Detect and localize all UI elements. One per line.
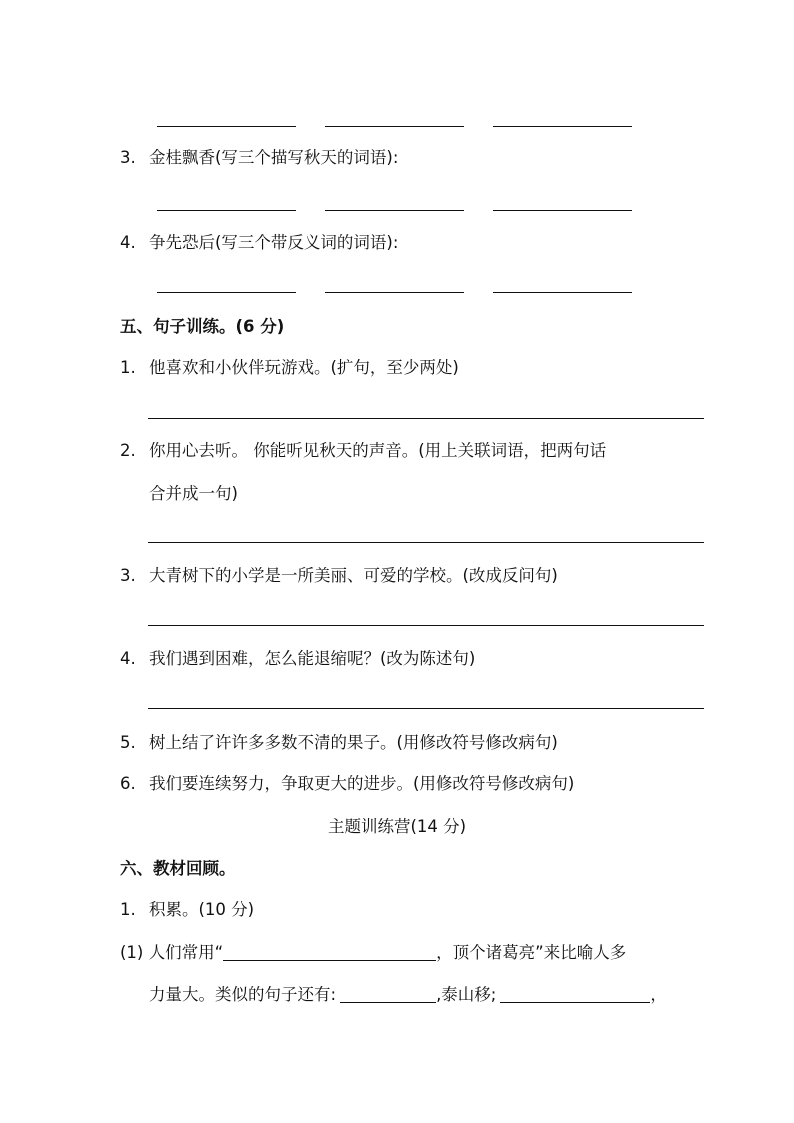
question-4 — [120, 231, 398, 255]
answer-blank[interactable] — [340, 982, 436, 1003]
question-text: 金桂飘香(写三个描写秋天的词语): — [149, 148, 399, 167]
sentence-1 — [120, 356, 459, 380]
answer-blank[interactable] — [157, 292, 296, 293]
answer-blank[interactable] — [157, 126, 296, 127]
question-text: 你用心去听。 你能听见秋天的声音。(用上关联词语，把两句话 — [149, 441, 607, 460]
question-number: 1. — [120, 358, 136, 377]
answer-blank[interactable] — [493, 292, 632, 293]
answer-line[interactable] — [148, 418, 704, 419]
answer-blank[interactable] — [223, 940, 436, 961]
fill-in-text: ,泰山移; — [436, 985, 497, 1004]
question-3 — [120, 146, 398, 170]
section-5-title: 五、句子训练。(6 分) — [120, 317, 285, 336]
sentence-3 — [120, 564, 558, 588]
question-text: 我们要连续努力，争取更大的进步。(用修改符号修改病句) — [149, 774, 575, 793]
answer-blank[interactable] — [157, 210, 296, 211]
answer-blank[interactable] — [325, 210, 464, 211]
fill-in-prefix: (1) 人们常用“ — [120, 943, 224, 962]
sentence-4 — [120, 647, 475, 671]
sentence-5 — [120, 731, 558, 755]
question-number: 3. — [120, 148, 136, 167]
fill-in-line-1 — [120, 940, 626, 965]
answer-blank[interactable] — [493, 126, 632, 127]
question-text: 积累。(10 分) — [149, 900, 255, 919]
question-number: 4. — [120, 649, 136, 668]
question-number: 4. — [120, 233, 136, 252]
answer-blank[interactable] — [325, 126, 464, 127]
question-number: 5. — [120, 733, 136, 752]
question-number: 3. — [120, 566, 136, 585]
sentence-6 — [120, 772, 574, 796]
section-6-title: 六、教材回顾。 — [120, 859, 236, 878]
answer-blank[interactable] — [493, 210, 632, 211]
question-number: 6. — [120, 774, 136, 793]
answer-line[interactable] — [148, 708, 704, 709]
answer-line[interactable] — [148, 542, 704, 543]
question-text: 树上结了许许多多数不清的果子。(用修改符号修改病句) — [149, 733, 558, 752]
question-number: 1. — [120, 900, 136, 919]
camp-title: 主题训练营(14 分) — [327, 817, 467, 836]
question-text-continued: 合并成一句) — [149, 484, 238, 503]
question-text: 他喜欢和小伙伴玩游戏。(扩句，至少两处) — [149, 358, 459, 377]
answer-blank[interactable] — [500, 982, 650, 1003]
question-text: 大青树下的小学是一所美丽、可爱的学校。(改成反问句) — [149, 566, 558, 585]
fill-in-text: 力量大。类似的句子还有: — [149, 985, 337, 1004]
answer-blank[interactable] — [325, 292, 464, 293]
fill-in-line-2 — [149, 982, 667, 1007]
question-number: 2. — [120, 441, 136, 460]
question-text: 争先恐后(写三个带反义词的词语): — [149, 233, 399, 252]
fill-in-mid: ，顶个诸葛亮”来比喻人多 — [436, 943, 627, 962]
fill-in-text: ， — [650, 985, 667, 1004]
question-text: 我们遇到困难，怎么能退缩呢？(改为陈述句) — [149, 649, 476, 668]
accumulation-question — [120, 898, 254, 922]
sentence-2 — [120, 439, 606, 463]
answer-line[interactable] — [148, 625, 704, 626]
